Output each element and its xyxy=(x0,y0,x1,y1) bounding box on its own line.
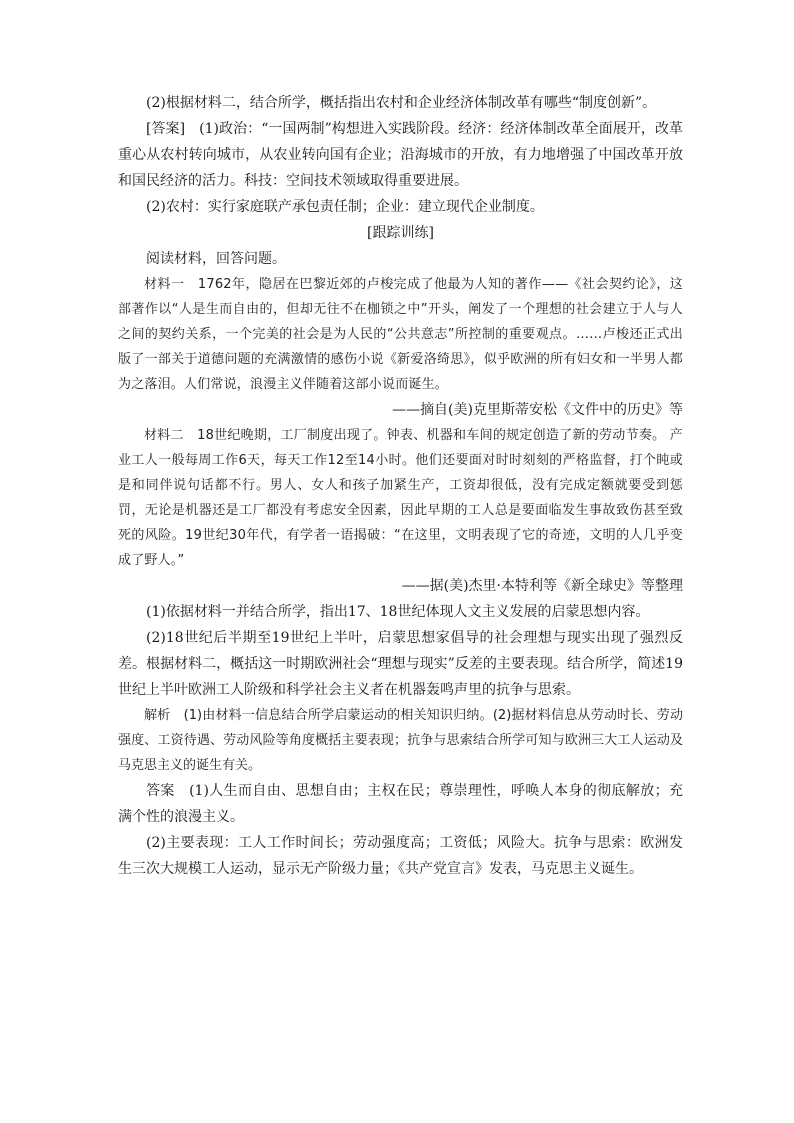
source-one: ——摘自(美)克里斯蒂安松《文件中的历史》等 xyxy=(392,402,683,418)
question-2-prompt: (2)根据材料二，结合所学，概括指出农村和企业经济体制改革有哪些“制度创新”。 xyxy=(146,95,657,111)
answer-part-2: (2)农村：实行家庭联产承包责任制；企业：建立现代企业制度。 xyxy=(146,199,544,215)
explanation: 解析 (1)由材料一信息结合所学启蒙运动的相关知识归纳。(2)据材料信息从劳动时长、劳动强度、工资待遇、劳动风险等角度概括主要表现；抗争与思索结合所学可知与欧洲三大工人运动及马克思主义的诞生有关。 xyxy=(118,708,683,773)
answer-part-1: [答案] (1)政治：“一国两制”构想进入实践阶段。经济：经济体制改革全面展开，改革重心从农村转向城市，从农业转向国有企业；沿海城市的开放，有力地增强了中国改革开放和国民经济的活力。科技：空间技术领域取得重要进展。 xyxy=(118,121,683,189)
final-answer-1: 答案 (1)人生而自由、思想自由；主权在民；尊崇理性，呼唤人本身的彻底解放；充满个性的浪漫主义。 xyxy=(118,783,683,825)
material-one: 材料一 1762年，隐居在巴黎近郊的卢梭完成了他最为人知的著作——《社会契约论》，这部著作以“人是生而自由的，但却无往不在枷锁之中”开头，阐发了一个理想的社会建立于人与人之间的契约关系，一个完美的社会是为人民的“公共意志”所控制的重要观点。……卢梭还正式出版了一部关于道德问题的充满激情的感伤小说《新爱洛绮思》，似乎欧洲的所有妇女和一半男人都为之落泪。人们常说，浪漫主义伴随着这部小说而诞生。 xyxy=(118,277,683,392)
document-page xyxy=(118,90,683,882)
instruction: 阅读材料，回答问题。 xyxy=(146,251,286,267)
material-two: 材料二 18世纪晚期，工厂制度出现了。钟表、机器和车间的规定创造了新的劳动节奏。 产业工人一般每周工作6天，每天工作12至14小时。他们还要面对时时刻刻的严格监督，打个盹或是和同伴说句话都不行。男人、女人和孩子加紧生产，工资却很低，没有完成定额就要受到惩罚，无论是机器还是工厂都没有考虑安全因素，因此早期的工人总是要面临发生事故致伤甚至致死的风险。19世纪30年代，有学者一语揭破：“在这里，文明表现了它的奇迹，文明的人几乎变成了野人。” xyxy=(118,428,683,568)
section-title: [跟踪训练] xyxy=(367,225,434,241)
question-2: (2)18世纪后半期至19世纪上半叶，启蒙思想家倡导的社会理想与现实出现了强烈反差。根据材料二，概括这一时期欧洲社会“理想与现实”反差的主要表现。结合所学，简述19世纪上半叶欧洲工人阶级和科学社会主义者在机器轰鸣声里的抗争与思索。 xyxy=(118,630,683,698)
final-answer-2: (2)主要表现：工人工作时间长；劳动强度高；工资低；风险大。抗争与思索：欧洲发生三次大规模工人运动，显示无产阶级力量；《共产党宣言》发表，马克思主义诞生。 xyxy=(118,835,683,877)
source-two: ——据(美)杰里·本特利等《新全球史》等整理 xyxy=(401,578,683,594)
question-1: (1)依据材料一并结合所学，指出17、18世纪体现人文主义发展的启蒙思想内容。 xyxy=(146,604,650,620)
